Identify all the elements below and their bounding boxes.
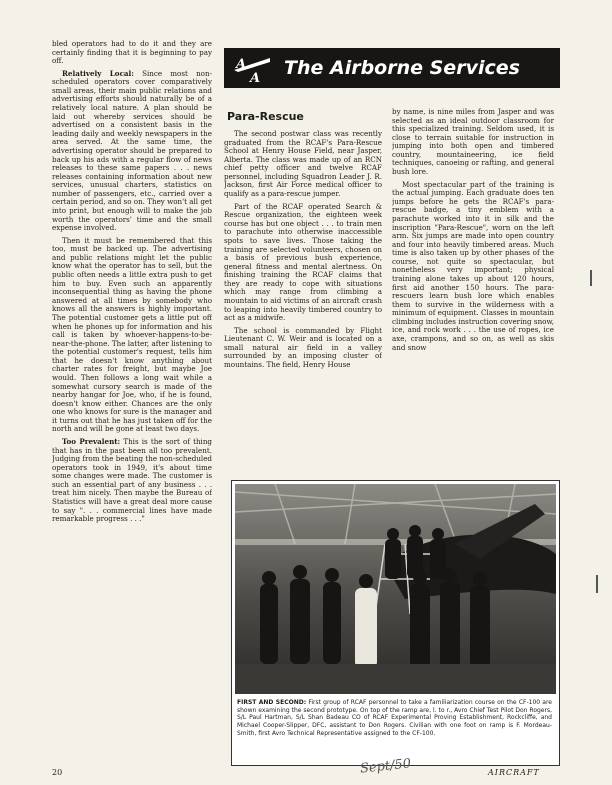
paragraph xyxy=(52,70,212,233)
paragraph xyxy=(52,237,212,434)
run-in-heading: Too Prevalent: xyxy=(62,437,121,447)
svg-text:A: A xyxy=(236,57,247,72)
paragraph-text: The second postwar class was recently graduated from the RCAF's Para-Rescue School at Henry House Field, near Jasper, Alberta. The class was made up of an RCN chief petty officer and twelve RCAF personnel, including Squadron Leader J. R. Jackson, first Air Force medical officer to qualify as a para-rescue jumper. xyxy=(224,130,382,199)
photo-caption xyxy=(237,699,552,737)
paragraph xyxy=(224,130,382,199)
paragraph-text: Part of the RCAF operated Search & Rescue organization, the eighteen week course has but one object . . . to train men to parachute into otherwise inaccessible spots to save lives. Those taking the training are selected volunteers, chosen on a basis of previous bush experience, general fitness and mental alertness. On finishing training the RCAF claims that they are ready to cope with situations which may range from climbing a mountain to aid victims of an aircraft crash to leaping into heavily timbered country to act as a midwife. xyxy=(224,201,382,323)
handwritten-date: Sept/50 xyxy=(359,756,412,777)
paragraph-text: by name, is nine miles from Jasper and was selected as an ideal outdoor classroom for this specialized training. Seldom used, it is close to terrain suitable for instruction in jumping into both open and timbered country, mountaineering, ice field techniques, canoeing or rafting, and general bush lore. xyxy=(392,108,554,177)
column-2-text xyxy=(224,130,382,470)
margin-mark xyxy=(590,270,592,286)
banner-title: The Airborne Services xyxy=(284,57,520,79)
column-1-text xyxy=(52,40,212,755)
caption-text: First group of RCAF personnel to take a familiarization course on the CF-100 are shown examining the second prototype. On top of the ramp are, l. to r., Avro Chief Test Pilot Don Rogers, S/L Paul Hartman, S/L Shan Badeau CO of RCAF Experimental Proving Establishment, Rockcliffe, and Michael Cooper-Slipper, DFC, assistant to Don Rogers. Civilian with one foot on ramp is F. Mordeau-Smith, first Avro Technical Representative assigned to the CF-100. xyxy=(237,699,552,737)
page-number: 20 xyxy=(52,768,63,777)
column-3-text xyxy=(392,108,554,473)
paragraph xyxy=(392,108,554,177)
run-in-heading: Relatively Local: xyxy=(62,68,134,78)
paragraph xyxy=(52,40,212,66)
magazine-name: AIRCRAFT xyxy=(488,768,540,777)
paragraph-text: bled operators had to do it and they are certainly finding that it is beginning to pay off. xyxy=(52,40,212,66)
paragraph xyxy=(52,438,212,524)
cf100-hangar-photo xyxy=(235,484,556,694)
airborne-services-logo-icon xyxy=(230,48,274,88)
paragraph xyxy=(224,327,382,370)
margin-mark xyxy=(596,575,598,593)
paragraph-text: Since most non-scheduled operators cover comparatively small areas, their main public relations and advertising efforts should naturally be of a relatively local nature. A plan should be laid out whereby services should be advertised on a consistent basis in the leading daily and weekly newspapers in the area served. At the same time, the advertising operator should be prepared to back up his ads with a regular flow of news releases to these same papers . . . news releases containing information about new services, unusual charters, statistics on number of passengers, etc., carried over a certain period, and so on. They won't all get into print, but enough will to make the job worth the operators' time and the small expense involved. xyxy=(52,68,212,233)
paragraph xyxy=(224,203,382,323)
photo-block xyxy=(231,480,560,766)
caption-lead: FIRST AND SECOND: xyxy=(237,699,307,706)
svg-text:A: A xyxy=(250,71,261,86)
section-heading: Para-Rescue xyxy=(227,110,304,123)
paragraph-text: Most spectacular part of the training is the actual jumping. Each graduate does ten jumps before he gets the RCAF's para-rescue badge, a tiny emblem with a parachute worked into it in silk and the inscription "Para-Rescue", worn on the left arm. Six jumps are made into open country and four into heavily timbered areas. Much time is also taken up by other phases of the course, not quite so spectacular, but nonetheless very important; physical training alone takes up about 120 hours, first aid another 150 hours. The para-rescuers learn bush lore which enables them to survive in the wilderness with a minimum of equipment. Classes in mountain climbing includes instruction covering snow, ice, and rock work . . . the use of ropes, ice axe, crampons, and so on, as well as skis and snow xyxy=(392,179,554,352)
paragraph-text: Then it must be remembered that this too, must be backed up. The advertising and public relations might let the public know what the operator has to sell, but the public often needs a little extra push to get him to buy. Even such an apparently inconsequential thing as having the phone answered at all times by somebody who knows all the answers is highly important. The potential customer gets a little put off when he phones up for information and his call is taken by whoever-happens-to-be-near-the-phone. The latter, after listening to the potential customer's request, tells him that he doesn't know anything about charter rates for freight, but maybe Joe would. Then follows a long wait while a somewhat cursory search is made of the nearby hangar for Joe, who, if he is found, doesn't know either. Chances are the only one who knows for sure is the manager and it turns out that he has just taken off for the north and will be gone at least two days. xyxy=(52,235,212,434)
paragraph-text: This is the sort of thing that has in the past been all too prevalent. Judging from the beating the non-scheduled operators took in 1949, it's about time some changes were made. The customer is such an essential part of any business . . . treat him nicely. Then maybe the Bureau of Statistics will have a great deal more cause to say ". . . commercial lines have made remarkable progress . . ." xyxy=(52,437,212,524)
paragraph-text: The school is commanded by Flight Lieutenant C. W. Weir and is located on a small natural air field in a valley surrounded by an imposing cluster of mountains. The field, Henry House xyxy=(224,325,382,370)
paragraph xyxy=(392,181,554,353)
airborne-services-banner xyxy=(224,48,560,88)
